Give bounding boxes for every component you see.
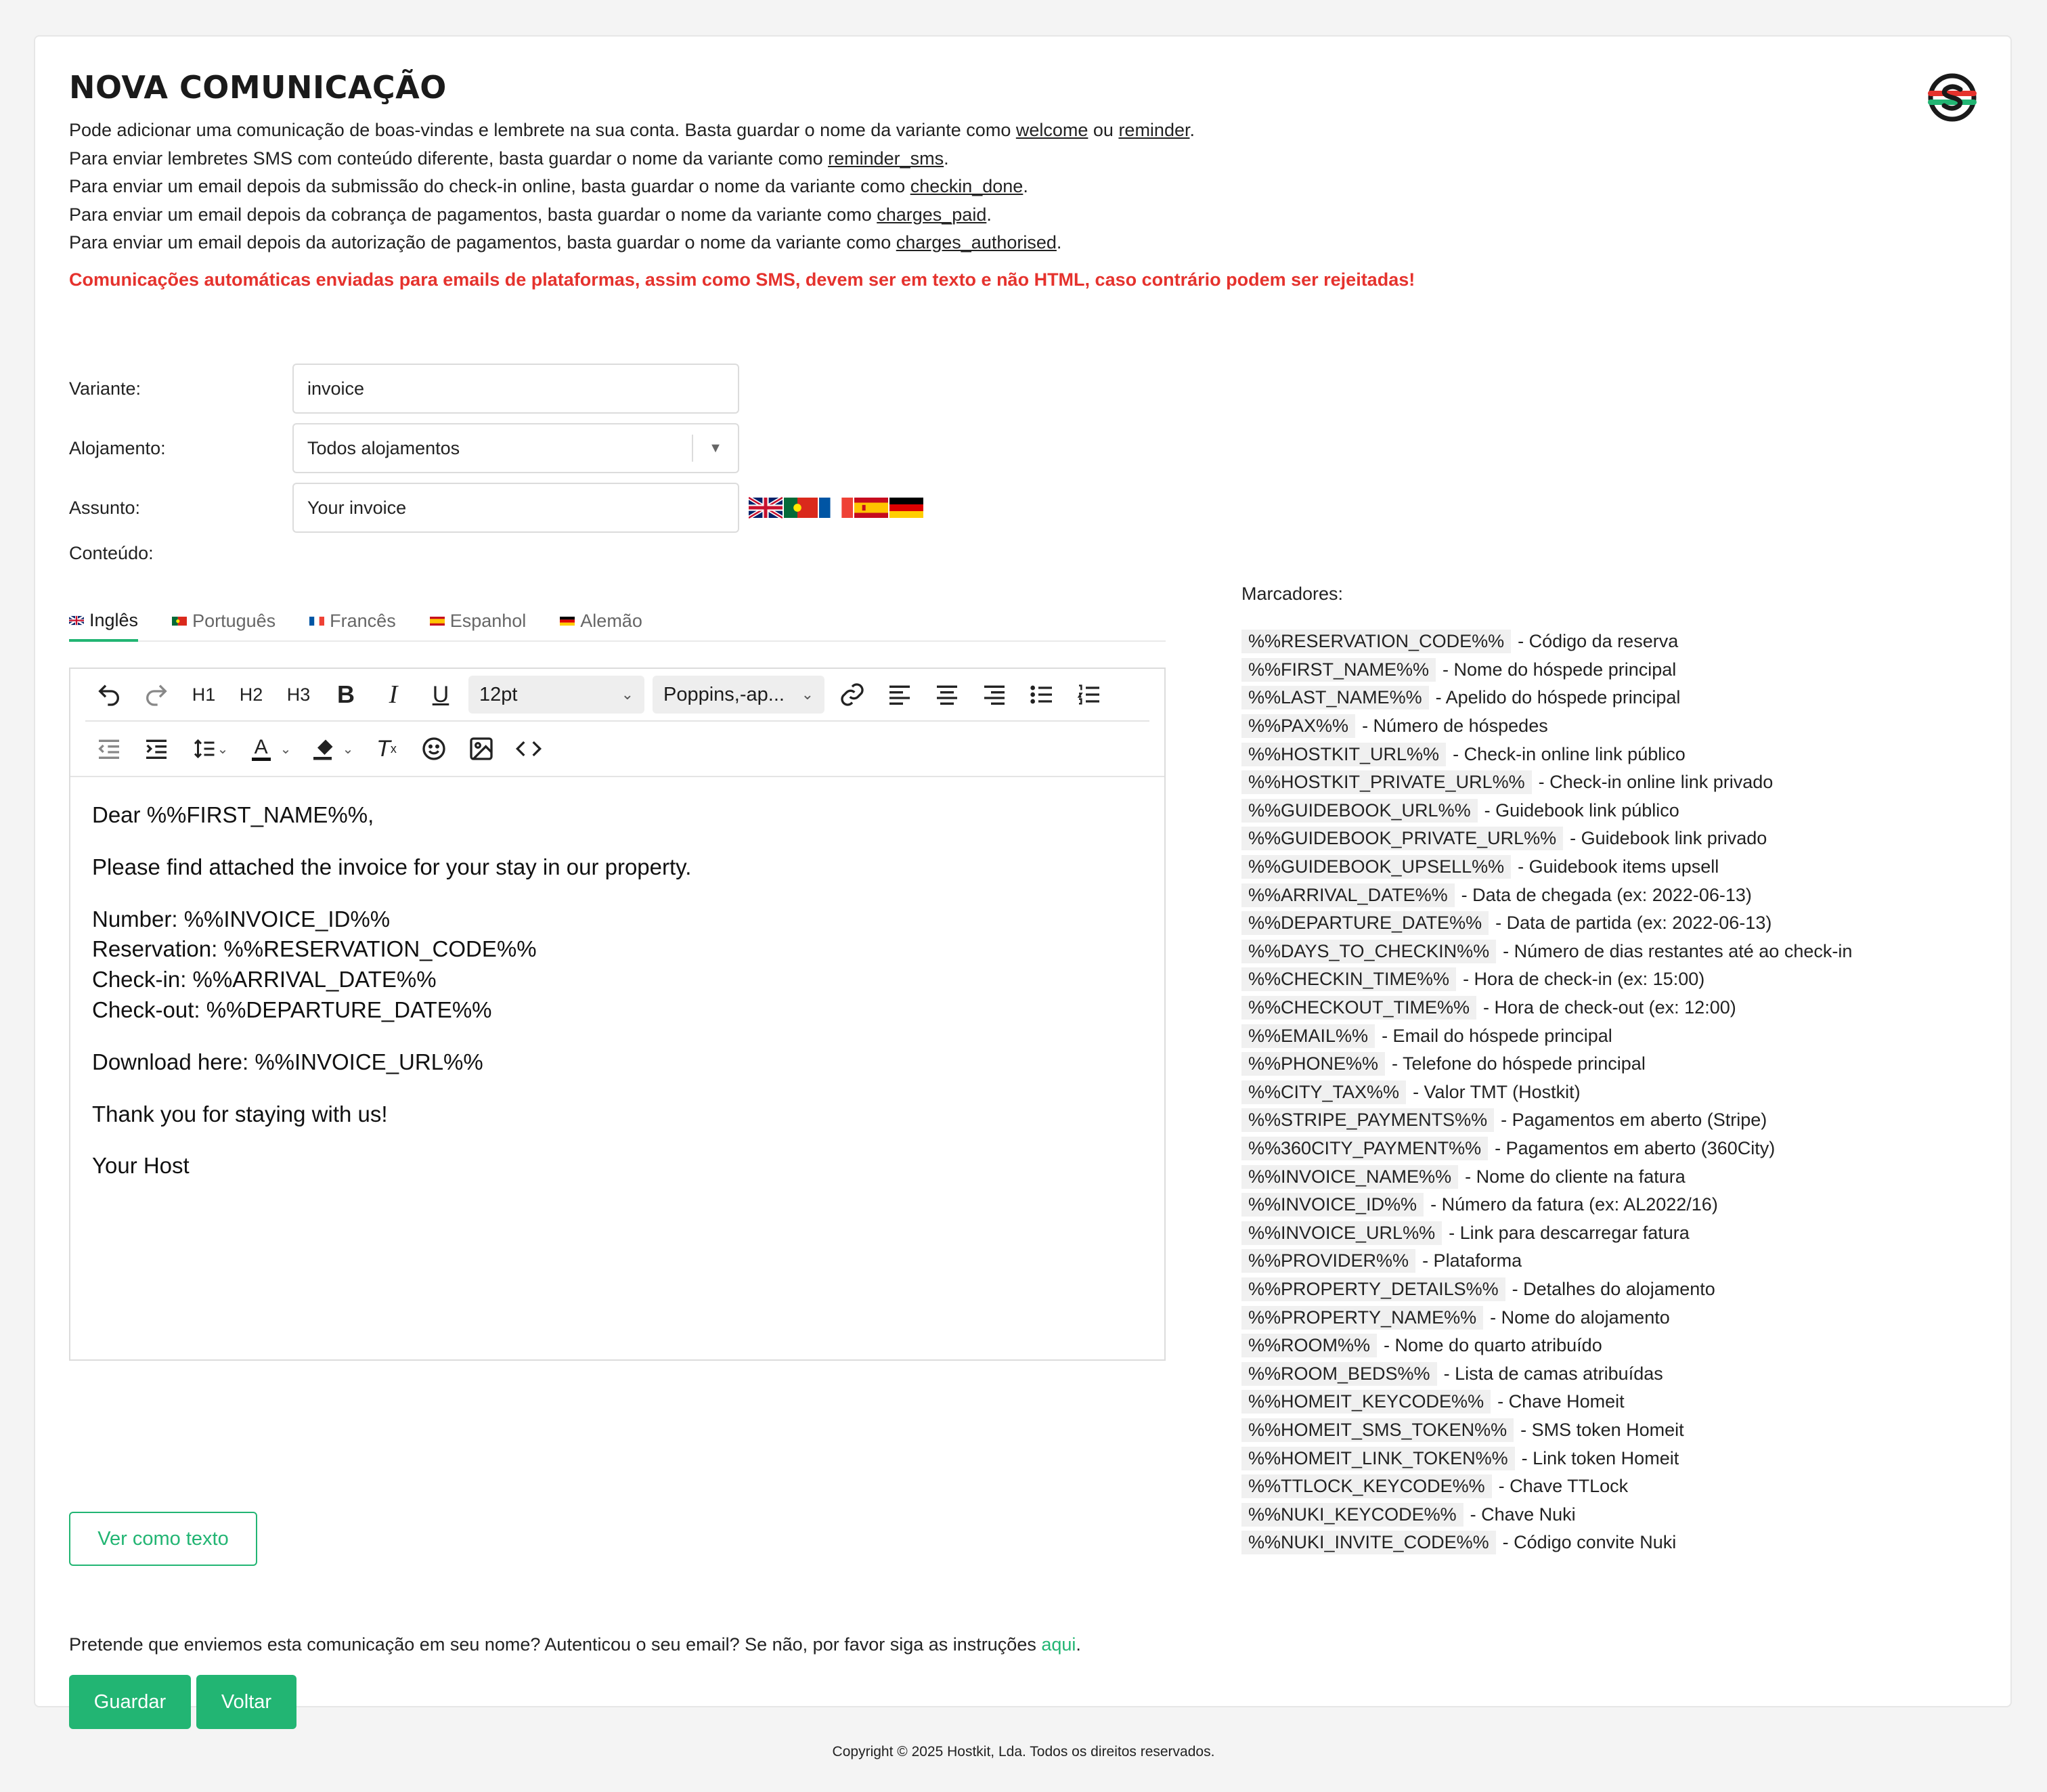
marker-item	[1241, 1359, 1986, 1388]
content-signature: Your Host	[92, 1153, 190, 1179]
marker-description: - Apelido do hóspede principal	[1435, 687, 1681, 708]
marker-item	[1241, 1050, 1986, 1078]
tab-label: Espanhol	[449, 610, 527, 631]
redo-icon[interactable]	[133, 676, 180, 714]
marker-code[interactable]: %%HOMEIT_KEYCODE%%	[1241, 1390, 1491, 1414]
marker-code[interactable]: %%ARRIVAL_DATE%%	[1241, 883, 1455, 907]
marker-code[interactable]: %%PROPERTY_DETAILS%%	[1241, 1277, 1505, 1301]
italic-icon[interactable]: I	[389, 680, 398, 709]
content-checkin: Check-in: %%ARRIVAL_DATE%%	[92, 967, 437, 992]
marker-description: - Data de partida (ex: 2022-06-13)	[1495, 913, 1772, 934]
france-flag-icon	[309, 616, 324, 626]
marker-item	[1241, 938, 1986, 966]
marker-item	[1241, 1529, 1986, 1557]
variant-row	[69, 363, 739, 414]
marker-description: - Chave TTLock	[1498, 1476, 1629, 1497]
marker-code[interactable]: %%STRIPE_PAYMENTS%%	[1241, 1108, 1494, 1132]
text-color-icon[interactable]: A ⌄	[241, 730, 302, 768]
undo-icon[interactable]	[85, 676, 133, 714]
marker-item	[1241, 994, 1986, 1022]
markers-panel	[1241, 584, 1986, 1557]
description-line: Para enviar um email depois da submissão do check-in online, basta guardar o nome da variante como checkin_done.	[69, 176, 1028, 197]
marker-description: - Nome do quarto atribuído	[1384, 1335, 1602, 1356]
subject-label: Assunto:	[69, 497, 141, 518]
tab-label: Alemão	[580, 610, 642, 631]
variant-checkin-done: checkin_done	[910, 176, 1024, 197]
spain-flag-icon[interactable]	[854, 497, 888, 519]
marker-description: - Pagamentos em aberto (Stripe)	[1501, 1110, 1767, 1131]
link-icon[interactable]	[829, 676, 876, 714]
marker-code[interactable]: %%RESERVATION_CODE%%	[1241, 630, 1511, 653]
description-line: Para enviar lembretes SMS com conteúdo diferente, basta guardar o nome da variante como reminder_sms.	[69, 148, 949, 169]
property-row	[69, 422, 739, 474]
content-details	[92, 904, 1143, 1026]
marker-description: - Hora de check-out (ex: 12:00)	[1483, 997, 1736, 1018]
marker-code[interactable]: %%TTLOCK_KEYCODE%%	[1241, 1474, 1492, 1498]
uk-flag-icon[interactable]	[749, 497, 783, 519]
marker-code[interactable]: %%DEPARTURE_DATE%%	[1241, 911, 1489, 935]
marker-item	[1241, 712, 1986, 741]
marker-item	[1241, 1219, 1986, 1247]
marker-item	[1241, 797, 1986, 825]
spain-flag-icon	[430, 616, 445, 626]
outdent-icon[interactable]	[85, 730, 133, 768]
marker-item	[1241, 909, 1986, 938]
align-center-icon[interactable]	[923, 676, 971, 714]
portugal-flag-icon[interactable]	[784, 497, 818, 519]
content-label: Conteúdo:	[69, 543, 154, 563]
marker-code[interactable]: %%ROOM_BEDS%%	[1241, 1362, 1437, 1386]
variant-label: Variante:	[69, 378, 141, 399]
marker-description: - Check-in online link público	[1453, 743, 1686, 764]
editor-toolbar-row-1	[85, 669, 1149, 722]
description-line: Para enviar um email depois da cobrança de pagamentos, basta guardar o nome da variante como charges_paid.	[69, 204, 992, 225]
heading-2-button[interactable]: H2	[239, 684, 263, 705]
line-height-icon[interactable]	[180, 730, 241, 768]
main-card	[34, 35, 2012, 1713]
variant-input[interactable]: invoice	[292, 364, 739, 414]
editor-content[interactable]	[70, 777, 1164, 1226]
marker-description: - Link token Homeit	[1521, 1447, 1679, 1468]
marker-code[interactable]: %%GUIDEBOOK_UPSELL%%	[1241, 855, 1511, 879]
germany-flag-icon[interactable]	[889, 497, 923, 519]
marker-description: - Número da fatura (ex: AL2022/16)	[1430, 1194, 1718, 1215]
source-code-icon[interactable]	[505, 730, 552, 768]
marker-item	[1241, 965, 1986, 994]
marker-item	[1241, 1191, 1986, 1219]
page-title: NOVA COMUNICAÇÃO	[69, 69, 447, 106]
subject-row	[69, 482, 923, 533]
marker-description: - Check-in online link privado	[1538, 772, 1774, 793]
marker-code[interactable]: %%INVOICE_ID%%	[1241, 1193, 1424, 1217]
variant-reminder: reminder	[1118, 120, 1190, 140]
marker-code[interactable]: %%LAST_NAME%%	[1241, 686, 1429, 709]
marker-item	[1241, 1162, 1986, 1191]
marker-code[interactable]: %%NUKI_KEYCODE%%	[1241, 1503, 1463, 1527]
marker-code[interactable]: %%CHECKIN_TIME%%	[1241, 967, 1456, 991]
chevron-down-icon: ⌄	[801, 686, 814, 703]
font-family-value: Poppins,-ap...	[663, 683, 785, 705]
emoji-icon[interactable]	[410, 730, 458, 768]
marker-item	[1241, 684, 1986, 712]
content-download: Download here: %%INVOICE_URL%%	[92, 1049, 483, 1074]
markers-list	[1241, 628, 1986, 1557]
marker-code[interactable]: %%ROOM%%	[1241, 1334, 1377, 1357]
variant-reminder-sms: reminder_sms	[828, 148, 944, 169]
align-right-icon[interactable]	[971, 676, 1018, 714]
save-button[interactable]: Guardar	[69, 1675, 191, 1729]
email-auth-note: Pretende que enviemos esta comunicação em seu nome? Autenticou o seu email? Se não, por favor siga as instruções aqui.	[69, 1634, 1081, 1655]
rich-text-editor	[69, 668, 1166, 1361]
marker-code[interactable]: %%PHONE%%	[1241, 1052, 1385, 1076]
marker-item	[1241, 628, 1986, 656]
marker-code[interactable]: %%360CITY_PAYMENT%%	[1241, 1137, 1488, 1160]
marker-description: - Número de hóspedes	[1362, 716, 1548, 737]
font-family-select[interactable]	[653, 676, 824, 714]
marker-description: - SMS token Homeit	[1520, 1419, 1684, 1440]
marker-code[interactable]: %%PROPERTY_NAME%%	[1241, 1306, 1483, 1330]
marker-description: - Nome do cliente na fatura	[1465, 1166, 1686, 1187]
marker-item	[1241, 656, 1986, 684]
chevron-down-icon[interactable]: ▼	[709, 440, 722, 456]
marker-description: - Guidebook items upsell	[1518, 856, 1719, 877]
marker-description: - Valor TMT (Hostkit)	[1413, 1081, 1581, 1102]
property-label: Alojamento:	[69, 437, 166, 458]
chevron-down-icon: ⌄	[217, 741, 229, 757]
heading-1-button[interactable]: H1	[192, 684, 216, 705]
marker-item	[1241, 881, 1986, 909]
marker-description: - Chave Homeit	[1497, 1391, 1625, 1412]
france-flag-icon[interactable]	[819, 497, 853, 519]
chevron-down-icon: ⌄	[280, 741, 292, 757]
subject-input[interactable]: Your invoice	[292, 483, 739, 533]
marker-code[interactable]: %%GUIDEBOOK_URL%%	[1241, 799, 1478, 823]
marker-code[interactable]: %%HOSTKIT_URL%%	[1241, 743, 1446, 766]
marker-code[interactable]: %%GUIDEBOOK_PRIVATE_URL%%	[1241, 827, 1563, 850]
tab-portuguese[interactable]	[172, 604, 276, 640]
back-button[interactable]: Voltar	[196, 1675, 296, 1729]
tab-french[interactable]	[309, 604, 396, 640]
description-line: Pode adicionar uma comunicação de boas-vindas e lembrete na sua conta. Basta guardar o nome da variante como welcome ou reminder.	[69, 120, 1195, 140]
marker-code[interactable]: %%PAX%%	[1241, 714, 1355, 738]
marker-item	[1241, 1332, 1986, 1360]
tab-label: Português	[192, 610, 276, 631]
font-size-value: 12pt	[479, 683, 518, 705]
marker-description: - Guidebook link público	[1484, 800, 1679, 821]
marker-item	[1241, 1135, 1986, 1163]
content-checkout: Check-out: %%DEPARTURE_DATE%%	[92, 997, 492, 1022]
warning-message: Comunicações automáticas enviadas para emails de plataformas, assim como SMS, devem ser em texto e não HTML, caso contrário podem ser rejeitadas!	[69, 269, 1415, 290]
marker-item	[1241, 1444, 1986, 1472]
marker-code[interactable]: %%PROVIDER%%	[1241, 1249, 1415, 1273]
marker-code[interactable]: %%HOSTKIT_PRIVATE_URL%%	[1241, 770, 1532, 794]
content-intro: Please find attached the invoice for your stay in our property.	[92, 854, 692, 879]
marker-description: - Email do hóspede principal	[1382, 1025, 1612, 1046]
tab-german[interactable]	[560, 604, 642, 640]
marker-item	[1241, 1303, 1986, 1332]
view-as-text-button[interactable]: Ver como texto	[69, 1512, 257, 1566]
marker-description: - Link para descarregar fatura	[1449, 1222, 1690, 1243]
uk-flag-icon	[69, 615, 84, 626]
content-greeting: Dear %%FIRST_NAME%%,	[92, 802, 374, 827]
clear-formatting-icon[interactable]: T x	[376, 735, 397, 762]
marker-description: - Detalhes do alojamento	[1512, 1278, 1715, 1299]
marker-item	[1241, 740, 1986, 768]
language-tabs	[69, 604, 1166, 642]
footer-copyright: Copyright © 2025 Hostkit, Lda. Todos os direitos reservados.	[832, 1744, 1215, 1760]
marker-item	[1241, 1472, 1986, 1501]
marker-item	[1241, 768, 1986, 797]
marker-item	[1241, 1275, 1986, 1304]
germany-flag-icon	[560, 616, 575, 626]
marker-description: - Código convite Nuki	[1502, 1532, 1677, 1553]
marker-description: - Lista de camas atribuídas	[1443, 1363, 1663, 1384]
marker-code[interactable]: %%HOMEIT_LINK_TOKEN%%	[1241, 1447, 1515, 1470]
marker-description: - Plataforma	[1422, 1250, 1522, 1271]
property-select-value: Todos alojamentos	[307, 437, 460, 458]
editor-toolbar-row-2	[70, 722, 1164, 777]
marker-item	[1241, 825, 1986, 853]
marker-item	[1241, 1106, 1986, 1135]
bullet-list-icon[interactable]	[1018, 676, 1065, 714]
marker-description: - Pagamentos em aberto (360City)	[1495, 1137, 1776, 1158]
marker-code[interactable]: %%NUKI_INVITE_CODE%%	[1241, 1531, 1496, 1554]
marker-item	[1241, 853, 1986, 881]
marker-description: - Telefone do hóspede principal	[1392, 1053, 1646, 1074]
marker-item	[1241, 1388, 1986, 1416]
property-select[interactable]	[292, 423, 739, 473]
tab-english[interactable]	[69, 604, 138, 642]
numbered-list-icon[interactable]	[1065, 676, 1113, 714]
tab-spanish[interactable]	[430, 604, 527, 640]
highlight-color-icon[interactable]	[302, 730, 363, 768]
font-size-select[interactable]	[468, 676, 644, 714]
marker-item	[1241, 1022, 1986, 1050]
subject-language-flags	[749, 497, 923, 519]
portugal-flag-icon	[172, 616, 187, 626]
marker-code[interactable]: %%INVOICE_NAME%%	[1241, 1165, 1458, 1189]
align-left-icon[interactable]	[876, 676, 923, 714]
marker-code[interactable]: %%INVOICE_URL%%	[1241, 1221, 1442, 1245]
bold-icon[interactable]: B	[337, 680, 355, 708]
marker-code[interactable]: %%EMAIL%%	[1241, 1024, 1375, 1048]
content-thanks: Thank you for staying with us!	[92, 1101, 388, 1127]
tab-label: Francês	[330, 610, 396, 631]
indent-icon[interactable]	[133, 730, 180, 768]
heading-3-button[interactable]: H3	[286, 684, 311, 705]
marker-code[interactable]: %%CHECKOUT_TIME%%	[1241, 996, 1476, 1020]
variant-charges-authorised: charges_authorised	[896, 232, 1057, 253]
content-reservation: Reservation: %%RESERVATION_CODE%%	[92, 936, 537, 962]
marker-description: - Guidebook link privado	[1570, 828, 1767, 849]
marker-code[interactable]: %%HOMEIT_SMS_TOKEN%%	[1241, 1418, 1514, 1442]
marker-description: - Número de dias restantes até ao check-in	[1503, 940, 1853, 961]
marker-code[interactable]: %%FIRST_NAME%%	[1241, 658, 1436, 682]
marker-description: - Nome do hóspede principal	[1443, 659, 1677, 680]
image-icon[interactable]	[458, 730, 505, 768]
variant-welcome: welcome	[1015, 120, 1088, 140]
description-line: Para enviar um email depois da autorização de pagamentos, basta guardar o nome da variante como charges_authorised.	[69, 232, 1062, 253]
marker-item	[1241, 1500, 1986, 1529]
chevron-down-icon: ⌄	[342, 741, 354, 757]
marker-description: - Nome do alojamento	[1490, 1307, 1670, 1328]
markers-title: Marcadores:	[1241, 584, 1344, 604]
variant-charges-paid: charges_paid	[877, 204, 987, 225]
description	[69, 116, 1977, 257]
tab-label: Inglês	[89, 609, 139, 630]
marker-description: - Data de chegada (ex: 2022-06-13)	[1461, 884, 1752, 905]
marker-item	[1241, 1078, 1986, 1107]
marker-description: - Código da reserva	[1518, 631, 1679, 652]
marker-item	[1241, 1247, 1986, 1275]
instructions-link[interactable]: aqui	[1041, 1634, 1076, 1655]
underline-icon[interactable]: U	[432, 681, 449, 707]
marker-code[interactable]: %%CITY_TAX%%	[1241, 1080, 1406, 1104]
marker-item	[1241, 1416, 1986, 1445]
marker-description: - Hora de check-in (ex: 15:00)	[1463, 969, 1705, 990]
marker-code[interactable]: %%DAYS_TO_CHECKIN%%	[1241, 940, 1496, 963]
content-number: Number: %%INVOICE_ID%%	[92, 906, 391, 932]
marker-description: - Chave Nuki	[1470, 1504, 1576, 1525]
chevron-down-icon: ⌄	[621, 686, 634, 703]
